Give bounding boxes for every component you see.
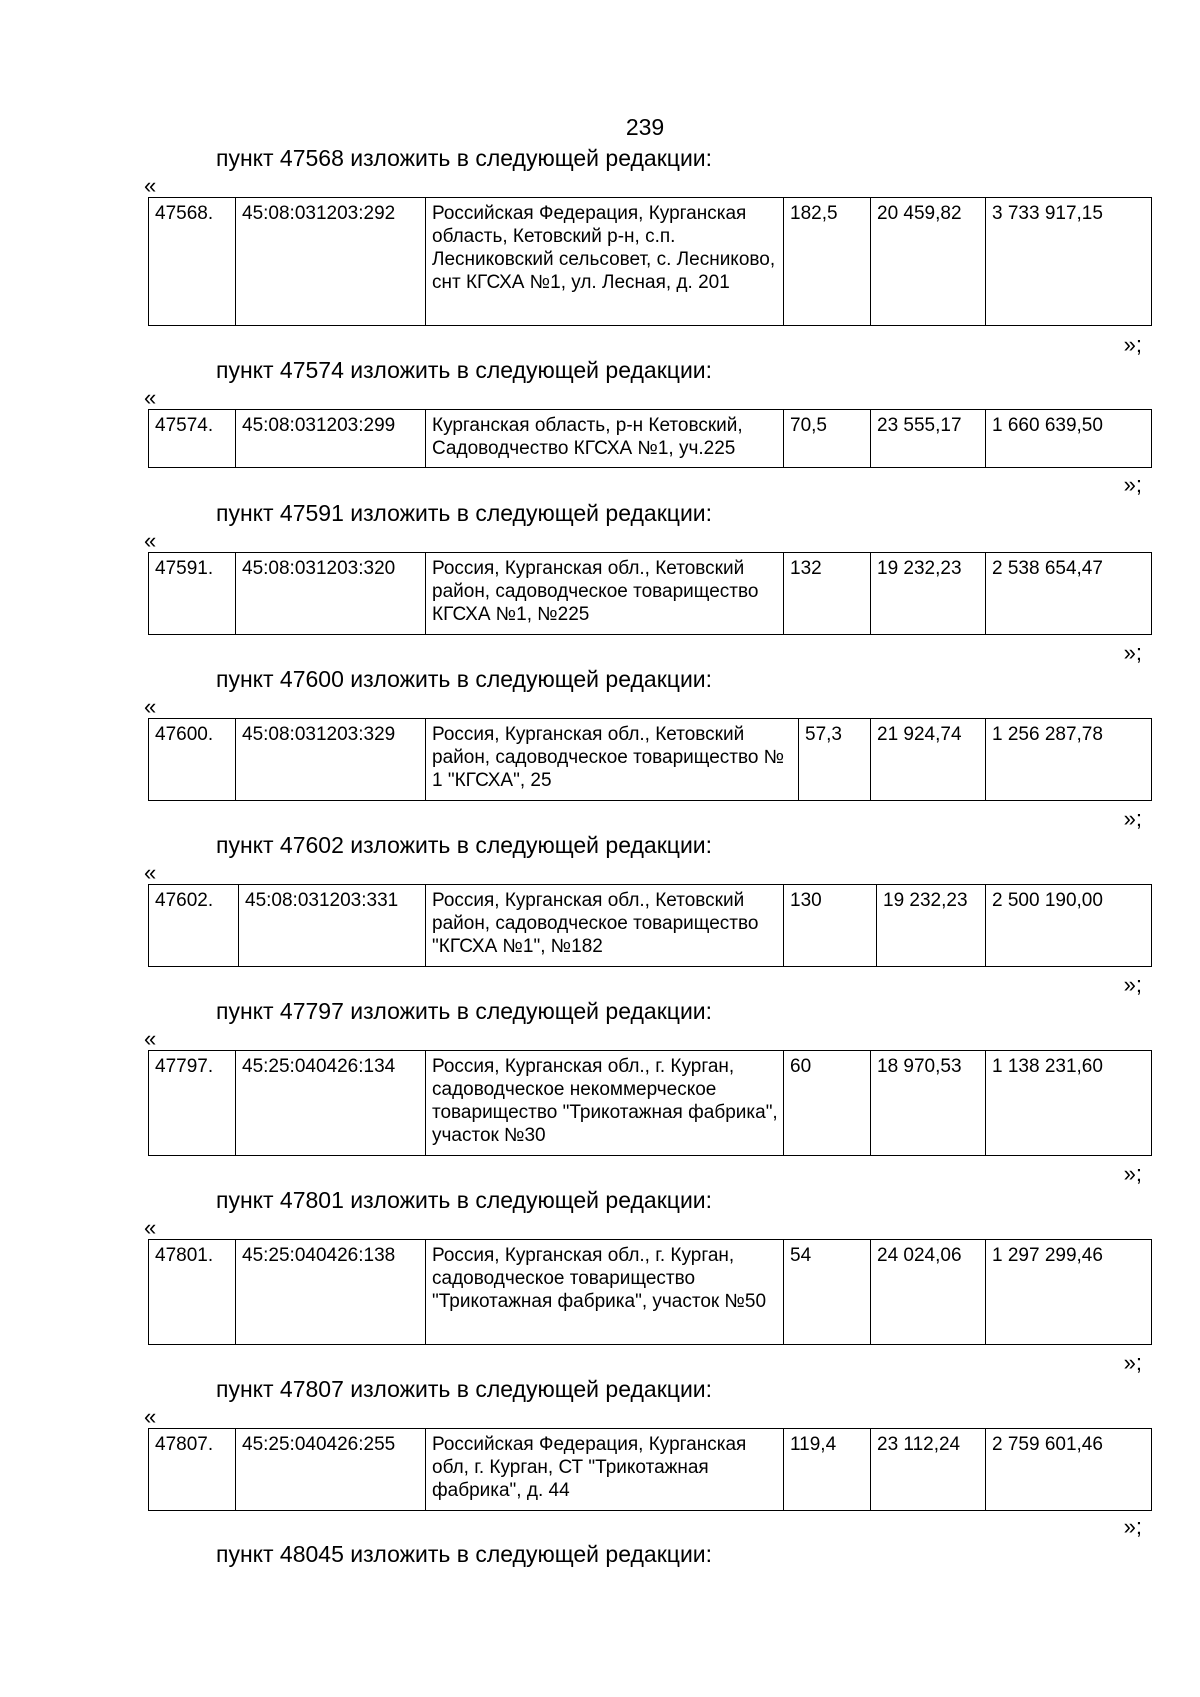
item-number: 47807. xyxy=(149,1429,236,1511)
open-quote: « xyxy=(144,1404,157,1429)
cadastral-number: 45:08:031203:320 xyxy=(236,553,426,635)
open-quote: « xyxy=(144,173,157,198)
unit-value: 21 924,74 xyxy=(871,719,986,801)
amendment-intro: пункт 47574 изложить в следующей редакции: xyxy=(216,357,713,383)
unit-value: 18 970,53 xyxy=(871,1051,986,1156)
record-table xyxy=(148,1050,1152,1156)
close-quote: »; xyxy=(1123,472,1142,497)
area: 54 xyxy=(784,1240,871,1345)
cadastral-number: 45:08:031203:299 xyxy=(236,410,426,468)
total-value: 2 538 654,47 xyxy=(986,553,1152,635)
amendment-intro: пункт 47807 изложить в следующей редакции: xyxy=(216,1376,713,1402)
table-row xyxy=(149,1429,1152,1511)
record-table xyxy=(148,1239,1152,1345)
table-row xyxy=(149,198,1152,326)
address: Российская Федерация, Курганская область, Кетовский р-н, с.п. Лесниковский сельсовет, с. Лесниково, снт КГСХА №1, ул. Лесная, д. 201 xyxy=(426,198,784,326)
unit-value: 19 232,23 xyxy=(877,885,986,967)
item-number: 47600. xyxy=(149,719,236,801)
record-table xyxy=(148,1428,1152,1511)
amendment-intro: пункт 48045 изложить в следующей редакции: xyxy=(216,1541,713,1567)
amendment-intro: пункт 47801 изложить в следующей редакции: xyxy=(216,1187,713,1213)
cadastral-number: 45:25:040426:138 xyxy=(236,1240,426,1345)
total-value: 1 297 299,46 xyxy=(986,1240,1152,1345)
item-number: 47602. xyxy=(149,885,239,967)
open-quote: « xyxy=(144,1215,157,1240)
amendment-intro: пункт 47591 изложить в следующей редакции: xyxy=(216,500,713,526)
total-value: 1 256 287,78 xyxy=(986,719,1152,801)
area: 119,4 xyxy=(784,1429,871,1511)
area: 57,3 xyxy=(799,719,871,801)
open-quote: « xyxy=(144,860,157,885)
item-number: 47568. xyxy=(149,198,236,326)
area: 60 xyxy=(784,1051,871,1156)
address: Курганская область, р-н Кетовский, Садоводчество КГСХА №1, уч.225 xyxy=(426,410,784,468)
table-row xyxy=(149,1051,1152,1156)
item-number: 47797. xyxy=(149,1051,236,1156)
unit-value: 19 232,23 xyxy=(871,553,986,635)
cadastral-number: 45:08:031203:292 xyxy=(236,198,426,326)
close-quote: »; xyxy=(1123,1350,1142,1375)
cadastral-number: 45:08:031203:331 xyxy=(239,885,426,967)
amendment-intro: пункт 47797 изложить в следующей редакции: xyxy=(216,998,713,1024)
cadastral-number: 45:25:040426:134 xyxy=(236,1051,426,1156)
total-value: 2 500 190,00 xyxy=(986,885,1152,967)
table-row xyxy=(149,719,1152,801)
table-row xyxy=(149,885,1152,967)
cadastral-number: 45:08:031203:329 xyxy=(236,719,426,801)
total-value: 3 733 917,15 xyxy=(986,198,1152,326)
total-value: 1 138 231,60 xyxy=(986,1051,1152,1156)
total-value: 2 759 601,46 xyxy=(986,1429,1152,1511)
unit-value: 24 024,06 xyxy=(871,1240,986,1345)
total-value: 1 660 639,50 xyxy=(986,410,1152,468)
open-quote: « xyxy=(144,528,157,553)
table-row xyxy=(149,410,1152,468)
table-row xyxy=(149,553,1152,635)
amendment-intro: пункт 47602 изложить в следующей редакции: xyxy=(216,832,713,858)
record-table xyxy=(148,884,1152,967)
amendment-intro: пункт 47568 изложить в следующей редакции: xyxy=(216,145,713,171)
record-table xyxy=(148,197,1152,326)
item-number: 47801. xyxy=(149,1240,236,1345)
area: 132 xyxy=(784,553,871,635)
record-table xyxy=(148,552,1152,635)
record-table xyxy=(148,409,1152,468)
area: 182,5 xyxy=(784,198,871,326)
address: Российская Федерация, Курганская обл, г. Курган, СТ "Трикотажная фабрика", д. 44 xyxy=(426,1429,784,1511)
close-quote: »; xyxy=(1123,640,1142,665)
record-table xyxy=(148,718,1152,801)
close-quote: »; xyxy=(1123,1514,1142,1539)
address: Россия, Курганская обл., г. Курган, садоводческое товарищество "Трикотажная фабрика", участок №50 xyxy=(426,1240,784,1345)
address: Россия, Курганская обл., Кетовский район, садоводческое товарищество "КГСХА №1", №182 xyxy=(426,885,784,967)
address: Россия, Курганская обл., Кетовский район, садоводческое товарищество № 1 "КГСХА", 25 xyxy=(426,719,799,801)
address: Россия, Курганская обл., Кетовский район, садоводческое товарищество КГСХА №1, №225 xyxy=(426,553,784,635)
unit-value: 23 555,17 xyxy=(871,410,986,468)
close-quote: »; xyxy=(1123,1161,1142,1186)
amendment-intro: пункт 47600 изложить в следующей редакции: xyxy=(216,666,713,692)
open-quote: « xyxy=(144,385,157,410)
unit-value: 23 112,24 xyxy=(871,1429,986,1511)
close-quote: »; xyxy=(1123,332,1142,357)
item-number: 47591. xyxy=(149,553,236,635)
item-number: 47574. xyxy=(149,410,236,468)
cadastral-number: 45:25:040426:255 xyxy=(236,1429,426,1511)
close-quote: »; xyxy=(1123,972,1142,997)
page-number: 239 xyxy=(625,114,665,140)
area: 130 xyxy=(784,885,877,967)
area: 70,5 xyxy=(784,410,871,468)
unit-value: 20 459,82 xyxy=(871,198,986,326)
open-quote: « xyxy=(144,1026,157,1051)
address: Россия, Курганская обл., г. Курган, садоводческое некоммерческое товарищество "Трикотажная фабрика", участок №30 xyxy=(426,1051,784,1156)
open-quote: « xyxy=(144,694,157,719)
table-row xyxy=(149,1240,1152,1345)
close-quote: »; xyxy=(1123,806,1142,831)
